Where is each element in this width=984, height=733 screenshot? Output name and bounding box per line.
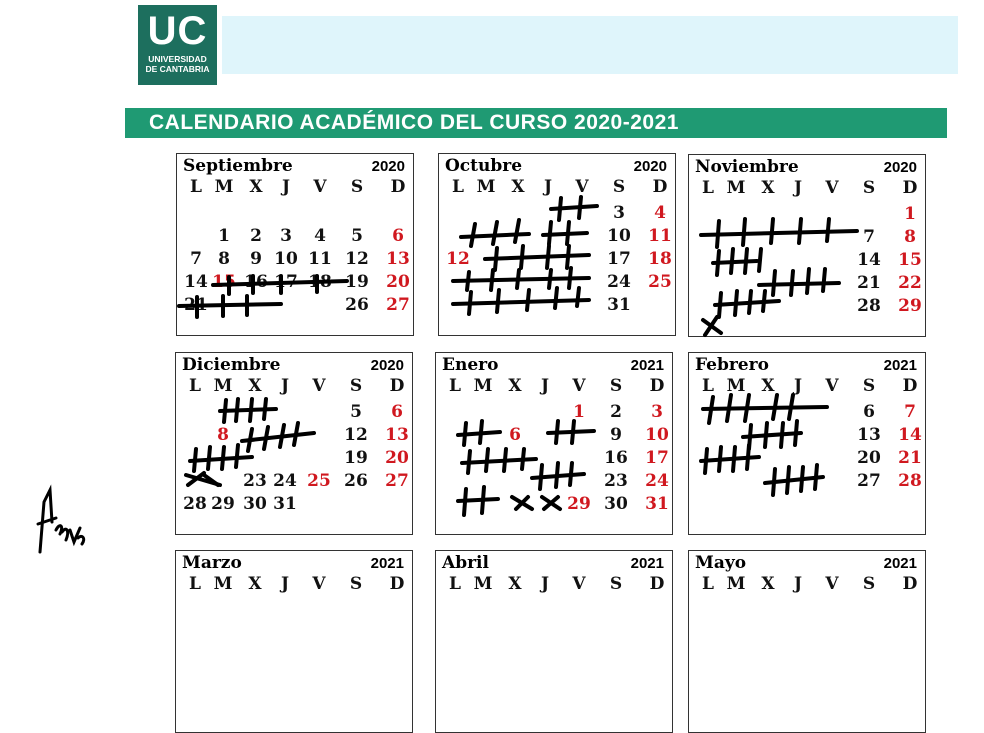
weekday-label: M <box>726 376 746 396</box>
day-cell: 16 <box>244 272 268 292</box>
weekday-label: D <box>902 574 918 594</box>
page-title: CALENDARIO ACADÉMICO DEL CURSO 2020-2021 <box>125 108 947 138</box>
tally-stroke <box>791 271 793 295</box>
weekday-label: L <box>702 178 714 198</box>
month-year: 2021 <box>630 357 664 374</box>
weekday-label: L <box>449 574 461 594</box>
weekday-label: X <box>249 177 263 197</box>
day-cell: 18 <box>648 249 672 269</box>
month-header <box>442 553 664 573</box>
day-cell: 6 <box>392 226 404 246</box>
weekday-label: J <box>540 574 550 594</box>
month-header <box>442 355 664 375</box>
tally-stroke <box>462 459 536 463</box>
weekday-label: J <box>793 574 803 594</box>
day-cell: 30 <box>604 494 628 514</box>
tally-stroke <box>549 270 551 288</box>
tally-stroke <box>743 433 801 437</box>
day-cell: 24 <box>645 471 669 491</box>
day-cell: 7 <box>863 227 875 247</box>
weekday-label: V <box>312 574 326 594</box>
weekday-label: S <box>609 376 623 396</box>
day-cell: 8 <box>904 227 916 247</box>
tally-stroke <box>556 463 558 487</box>
month-header <box>183 156 405 176</box>
month-year: 2020 <box>370 357 404 374</box>
weekday-label: M <box>213 574 233 594</box>
tally-stroke <box>567 222 569 244</box>
day-cell: 16 <box>604 448 628 468</box>
tally-stroke <box>717 221 719 247</box>
day-cell: 27 <box>385 471 409 491</box>
day-cell: 12 <box>344 425 368 445</box>
day-cell: 28 <box>857 296 881 316</box>
tally-stroke <box>471 224 475 246</box>
weekday-label: S <box>862 178 876 198</box>
month-name: Octubre <box>445 156 523 176</box>
day-cell: 13 <box>857 425 881 445</box>
tally-stroke <box>703 407 827 409</box>
tally-stroke <box>236 445 238 467</box>
day-cell: 21 <box>898 448 922 468</box>
weekday-label: S <box>349 376 363 396</box>
month-year: 2021 <box>883 357 917 374</box>
tally-stroke <box>749 291 751 313</box>
header-banner <box>222 16 958 74</box>
weekday-label: X <box>248 376 262 396</box>
day-cell: 28 <box>898 471 922 491</box>
day-cell: 4 <box>654 203 666 223</box>
month-year: 2020 <box>883 159 917 176</box>
day-cell: 8 <box>218 249 230 269</box>
day-cell: 21 <box>184 295 208 315</box>
tally-stroke <box>222 447 224 469</box>
weekday-label: J <box>540 376 550 396</box>
day-cell: 27 <box>386 295 410 315</box>
day-cell: 25 <box>648 272 672 292</box>
tally-stroke <box>224 400 226 422</box>
tally-stroke <box>765 477 823 483</box>
university-logo <box>138 5 217 85</box>
tally-stroke <box>495 248 497 270</box>
tally-stroke <box>453 300 589 304</box>
weekday-label: V <box>825 574 839 594</box>
tally-stroke <box>789 395 793 419</box>
weekday-label: X <box>761 376 775 396</box>
day-cell: 26 <box>344 471 368 491</box>
month-name: Febrero <box>695 355 769 375</box>
tally-stroke <box>204 475 218 485</box>
day-cell: 14 <box>898 425 922 445</box>
tally-stroke <box>517 270 519 288</box>
weekday-label: L <box>189 376 201 396</box>
month-mayo <box>688 550 926 733</box>
day-cell: 3 <box>613 203 625 223</box>
day-cell: 23 <box>604 471 628 491</box>
tally-stroke <box>787 467 789 493</box>
day-cell: 10 <box>645 425 669 445</box>
logo-line2: DE CANTABRIA <box>145 64 210 74</box>
tally-stroke <box>701 231 857 235</box>
day-cell: 26 <box>345 295 369 315</box>
tally-stroke <box>493 222 497 244</box>
day-cell: 20 <box>386 272 410 292</box>
tally-stroke <box>467 272 469 290</box>
weekday-label: J <box>793 376 803 396</box>
tally-stroke <box>773 469 775 495</box>
day-cell: 17 <box>274 272 298 292</box>
tally-stroke <box>294 423 298 445</box>
month-header <box>695 157 917 177</box>
tally-stroke <box>549 222 551 244</box>
day-cell: 20 <box>857 448 881 468</box>
tally-stroke <box>458 499 498 501</box>
day-cell: 13 <box>385 425 409 445</box>
month-header <box>445 156 667 176</box>
day-cell: 21 <box>857 273 881 293</box>
day-cell: 11 <box>308 249 332 269</box>
day-cell: 6 <box>391 402 403 422</box>
month-name: Noviembre <box>695 157 799 177</box>
tally-stroke <box>540 465 542 489</box>
weekday-label: D <box>649 574 665 594</box>
tally-stroke <box>468 451 470 473</box>
tally-stroke <box>242 433 314 441</box>
day-cell: 6 <box>863 402 875 422</box>
tally-stroke <box>815 465 817 489</box>
tally-stroke <box>188 473 204 485</box>
weekday-label: D <box>902 178 918 198</box>
day-cell: 10 <box>607 226 631 246</box>
tally-stroke <box>719 293 721 317</box>
day-cell: 17 <box>645 448 669 468</box>
tally-stroke <box>543 233 587 235</box>
month-noviembre <box>688 154 926 337</box>
tally-stroke <box>485 255 589 259</box>
weekday-label: J <box>280 574 290 594</box>
weekday-label: S <box>862 376 876 396</box>
month-diciembre <box>175 352 413 535</box>
tally-stroke <box>236 399 238 421</box>
weekday-label: X <box>511 177 525 197</box>
month-header <box>695 553 917 573</box>
weekday-label: V <box>825 376 839 396</box>
tally-stroke <box>705 317 717 335</box>
tally-stroke <box>823 269 825 291</box>
weekday-label: S <box>609 574 623 594</box>
weekday-label: S <box>612 177 626 197</box>
month-abril <box>435 550 673 733</box>
weekday-label: J <box>280 376 290 396</box>
day-cell: 23 <box>243 471 267 491</box>
day-cell: 5 <box>350 402 362 422</box>
day-cell: 31 <box>273 494 297 514</box>
tally-stroke <box>551 206 597 209</box>
day-cell: 18 <box>308 272 332 292</box>
day-cell: 12 <box>446 249 470 269</box>
tally-stroke <box>559 198 561 220</box>
tally-stroke <box>765 423 767 447</box>
tally-stroke <box>570 463 572 485</box>
day-cell: 17 <box>607 249 631 269</box>
weekday-label: D <box>652 177 668 197</box>
day-cell: 3 <box>280 226 292 246</box>
day-cell: 1 <box>904 204 916 224</box>
day-cell: 8 <box>217 425 229 445</box>
tally-stroke <box>577 288 579 306</box>
day-cell: 29 <box>567 494 591 514</box>
weekday-label: X <box>508 574 522 594</box>
tally-stroke <box>827 219 829 241</box>
tally-stroke <box>773 271 775 295</box>
tally-stroke <box>208 447 210 469</box>
tally-stroke <box>801 467 803 491</box>
month-name: Abril <box>442 553 489 573</box>
tally-stroke <box>713 261 757 263</box>
tally-stroke <box>745 249 747 273</box>
tally-stroke <box>709 397 713 423</box>
month-year: 2021 <box>883 555 917 572</box>
day-cell: 2 <box>250 226 262 246</box>
tally-stroke <box>705 449 707 473</box>
tally-stroke <box>497 290 499 312</box>
day-cell: 28 <box>183 494 207 514</box>
day-cell: 19 <box>344 448 368 468</box>
tally-stroke <box>569 268 571 288</box>
tally-stroke <box>521 246 523 268</box>
month-header <box>182 355 404 375</box>
month-year: 2021 <box>370 555 404 572</box>
tally-stroke <box>731 249 733 273</box>
day-cell: 22 <box>898 273 922 293</box>
tally-stroke <box>515 220 519 242</box>
day-cell: 2 <box>610 402 622 422</box>
weekday-label: D <box>390 177 406 197</box>
day-cell: 7 <box>904 402 916 422</box>
tally-stroke <box>795 421 797 445</box>
weekday-label: S <box>350 177 364 197</box>
tally-stroke <box>555 288 557 308</box>
month-header <box>695 355 917 375</box>
weekday-label: D <box>649 376 665 396</box>
weekday-label: L <box>190 177 202 197</box>
month-name: Mayo <box>695 553 747 573</box>
tally-stroke <box>512 497 532 509</box>
tally-stroke <box>735 291 737 315</box>
artist-signature <box>30 482 88 556</box>
weekday-label: V <box>575 177 589 197</box>
tally-stroke <box>186 475 220 485</box>
month-septiembre <box>176 153 414 336</box>
day-cell: 25 <box>307 471 331 491</box>
weekday-label: X <box>248 574 262 594</box>
tally-stroke <box>759 283 839 285</box>
weekday-label: J <box>281 177 291 197</box>
weekday-label: L <box>702 574 714 594</box>
weekday-label: X <box>508 376 522 396</box>
month-febrero <box>688 352 926 535</box>
tally-stroke <box>773 395 777 419</box>
weekday-label: D <box>389 376 405 396</box>
tally-stroke <box>542 497 560 509</box>
logo-line1: UNIVERSIDAD <box>148 54 207 64</box>
tally-stroke <box>745 395 749 421</box>
tally-stroke <box>715 301 779 305</box>
weekday-label: L <box>189 574 201 594</box>
tally-stroke <box>703 320 721 333</box>
day-cell: 30 <box>243 494 267 514</box>
tally-stroke <box>719 447 721 471</box>
tally-stroke <box>799 219 801 243</box>
day-cell: 7 <box>190 249 202 269</box>
day-cell: 12 <box>345 249 369 269</box>
tally-stroke <box>727 395 731 421</box>
tally-stroke <box>480 421 482 443</box>
weekday-label: D <box>389 574 405 594</box>
tally-stroke <box>220 409 276 411</box>
month-octubre <box>438 153 676 336</box>
weekday-label: M <box>473 574 493 594</box>
month-name: Enero <box>442 355 499 375</box>
day-cell: 9 <box>250 249 262 269</box>
tally-stroke <box>556 421 558 443</box>
tally-stroke <box>579 197 581 218</box>
tally-stroke <box>486 449 488 471</box>
weekday-label: L <box>449 376 461 396</box>
tally-stroke <box>747 445 749 469</box>
weekday-label: X <box>761 178 775 198</box>
tally-stroke <box>749 425 751 449</box>
tally-stroke <box>250 399 252 421</box>
month-name: Diciembre <box>182 355 281 375</box>
day-cell: 10 <box>274 249 298 269</box>
weekday-label: D <box>902 376 918 396</box>
month-year: 2020 <box>633 158 667 175</box>
month-year: 2021 <box>630 555 664 572</box>
weekday-label: V <box>312 376 326 396</box>
tally-stroke <box>248 429 252 451</box>
weekday-label: M <box>213 376 233 396</box>
tally-stroke <box>547 246 549 268</box>
day-cell: 19 <box>345 272 369 292</box>
weekday-label: V <box>313 177 327 197</box>
tally-stroke <box>491 270 493 290</box>
day-cell: 4 <box>314 226 326 246</box>
weekday-label: M <box>476 177 496 197</box>
day-cell: 27 <box>857 471 881 491</box>
tally-stroke <box>532 474 584 478</box>
weekday-label: L <box>452 177 464 197</box>
month-enero <box>435 352 673 535</box>
tally-stroke <box>482 487 484 513</box>
month-name: Marzo <box>182 553 242 573</box>
day-cell: 13 <box>386 249 410 269</box>
day-cell: 14 <box>184 272 208 292</box>
tally-stroke <box>453 278 589 281</box>
month-year: 2020 <box>371 158 405 175</box>
day-cell: 31 <box>607 295 631 315</box>
weekday-label: X <box>761 574 775 594</box>
day-cell: 15 <box>212 272 236 292</box>
day-cell: 20 <box>385 448 409 468</box>
tally-stroke <box>280 425 284 447</box>
tally-stroke <box>527 290 529 310</box>
weekday-label: S <box>349 574 363 594</box>
tally-stroke <box>567 246 569 268</box>
day-cell: 11 <box>648 226 672 246</box>
weekday-label: M <box>473 376 493 396</box>
tally-stroke <box>264 399 266 419</box>
tally-stroke <box>701 457 759 461</box>
weekday-label: V <box>825 178 839 198</box>
tally-stroke <box>763 291 765 311</box>
tally-stroke <box>516 497 528 509</box>
tally-stroke <box>264 427 268 449</box>
tally-stroke <box>461 234 529 237</box>
day-cell: 14 <box>857 250 881 270</box>
day-cell: 29 <box>211 494 235 514</box>
day-cell: 3 <box>651 402 663 422</box>
weekday-label: M <box>726 178 746 198</box>
day-cell: 15 <box>898 250 922 270</box>
tally-stroke <box>504 449 506 471</box>
weekday-label: L <box>702 376 714 396</box>
weekday-label: S <box>862 574 876 594</box>
day-cell: 1 <box>218 226 230 246</box>
tally-stroke <box>743 219 745 245</box>
tally-stroke <box>759 249 761 271</box>
day-cell: 6 <box>509 425 521 445</box>
tally-stroke <box>733 447 735 471</box>
tally-stroke <box>458 432 500 435</box>
day-cell: 9 <box>610 425 622 445</box>
tally-stroke <box>469 292 471 314</box>
day-cell: 1 <box>573 402 585 422</box>
month-name: Septiembre <box>183 156 293 176</box>
tally-stroke <box>194 449 196 471</box>
tally-stroke <box>807 269 809 293</box>
tally-stroke <box>464 423 466 445</box>
logo-initials: UC <box>147 9 208 53</box>
day-cell: 24 <box>607 272 631 292</box>
tally-stroke <box>464 489 466 515</box>
weekday-label: V <box>572 376 586 396</box>
day-cell: 29 <box>898 296 922 316</box>
day-cell: 31 <box>645 494 669 514</box>
tally-stroke <box>544 497 558 509</box>
weekday-label: J <box>793 178 803 198</box>
tally-stroke <box>781 423 783 447</box>
weekday-label: M <box>214 177 234 197</box>
weekday-label: J <box>543 177 553 197</box>
tally-stroke <box>190 457 252 461</box>
tally-stroke <box>771 219 773 243</box>
tally-stroke <box>717 251 719 275</box>
day-cell: 5 <box>351 226 363 246</box>
month-header <box>182 553 404 573</box>
month-marzo <box>175 550 413 733</box>
tally-stroke <box>522 449 524 469</box>
weekday-label: M <box>726 574 746 594</box>
weekday-label: V <box>572 574 586 594</box>
tally-stroke <box>548 431 594 433</box>
tally-stroke <box>572 421 574 443</box>
day-cell: 24 <box>273 471 297 491</box>
